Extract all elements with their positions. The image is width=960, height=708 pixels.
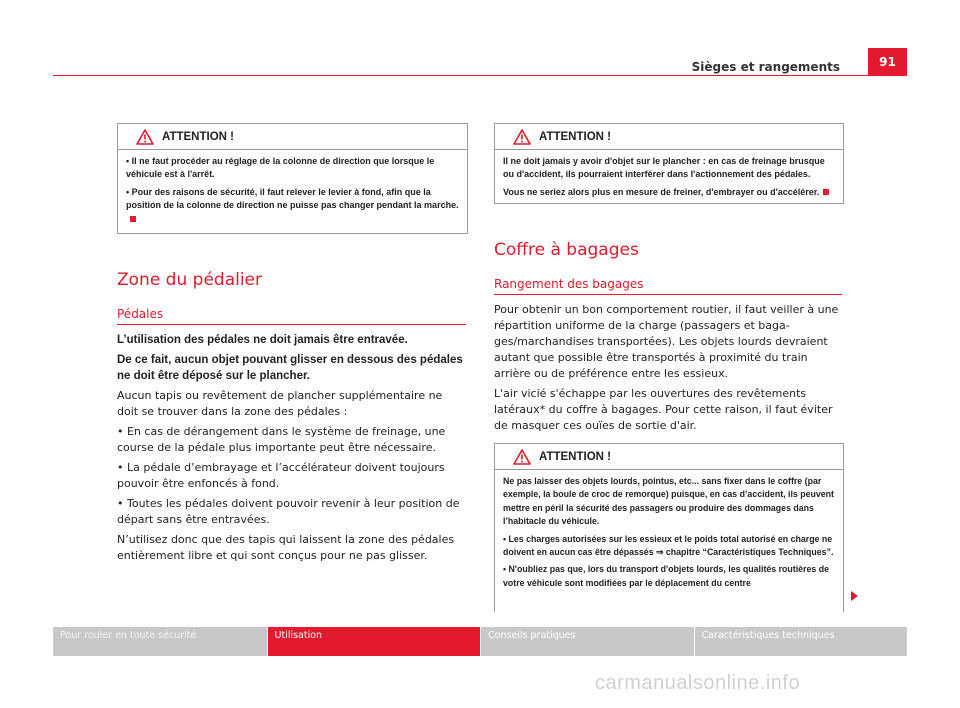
warning-title: ATTENTION ! bbox=[539, 450, 611, 463]
warning-triangle-icon bbox=[513, 449, 531, 465]
end-marker-icon bbox=[823, 189, 829, 195]
footer-nav bbox=[53, 627, 907, 656]
warning-header bbox=[118, 124, 467, 150]
paragraph: N’utilisez donc que des tapis qui laissent la zone des pédales entièrement libre et qui sont conçus pour ne pas glisser. bbox=[117, 533, 455, 562]
warning-box-floor-objects bbox=[494, 123, 844, 204]
paragraph: • Toutes les pédales doivent pouvoir revenir à leur position de départ sans être entravées. bbox=[117, 497, 460, 526]
warning-box-heavy-objects bbox=[494, 443, 844, 612]
bold-paragraph: L’utilisation des pédales ne doit jamais être entravée. bbox=[117, 334, 408, 346]
luggage-text bbox=[494, 302, 842, 438]
tab-practical-tips[interactable]: Conseils pratiques bbox=[480, 627, 694, 656]
paragraph: L'air vicié s'échappe par les ouvertures des revêtements latéraux* du coffre à bagages. Pour cette raison, il faut éviter de masquer ces ouïes de sortie d'air. bbox=[494, 387, 833, 432]
warning-body bbox=[495, 150, 843, 205]
subsection-title-storage: Rangement des bagages bbox=[494, 277, 842, 295]
page-number: 91 bbox=[868, 48, 907, 76]
tab-safety[interactable]: Pour rouler en toute sécurité bbox=[53, 627, 267, 656]
warning-item: • Les charges autorisées sur les essieux et le poids total autorisé en charge ne doivent en aucun cas être dépassés ⇒ chapitre “Caractéristiques Techniques”. bbox=[503, 533, 834, 558]
tab-technical-specs[interactable]: Caractéristiques techniques bbox=[694, 627, 908, 656]
warning-title: ATTENTION ! bbox=[162, 130, 234, 143]
warning-item: Vous ne seriez alors plus en mesure de freiner, d'embrayer ou d'accélérer. bbox=[503, 186, 835, 199]
warning-box-steering bbox=[117, 123, 468, 234]
pedals-text bbox=[117, 332, 466, 568]
header-rule bbox=[53, 75, 907, 76]
bold-paragraph: De ce fait, aucun objet pouvant glisser en dessous des pédales ne doit être déposé sur le plancher. bbox=[117, 354, 463, 382]
warning-item: Il ne doit jamais y avoir d'objet sur le plancher : en cas de freinage brusque ou d'accident, ils pourraient interférer dans l'actionnement des pédales. bbox=[503, 156, 825, 180]
section-title-luggage: Coffre à bagages bbox=[494, 240, 639, 260]
warning-header bbox=[495, 124, 843, 150]
continue-arrow-icon bbox=[851, 591, 858, 601]
watermark: carmanualsonline.info bbox=[595, 672, 801, 694]
warning-title: ATTENTION ! bbox=[539, 130, 611, 143]
warning-triangle-icon bbox=[513, 129, 531, 145]
paragraph: • En cas de dérangement dans le système de freinage, une course de la pédale plus importante peut être nécessaire. bbox=[117, 425, 446, 454]
warning-item: • Pour des raisons de sécurité, il faut relever le levier à fond, afin que la position de la colonne de direction ne puisse pas changer pendant la marche. bbox=[126, 186, 459, 226]
running-header-title: Sièges et rangements bbox=[691, 60, 840, 74]
paragraph: • La pédale d’embrayage et l’accélérateur doivent toujours pouvoir être enfoncés à fond. bbox=[117, 461, 445, 490]
section-title-pedal-zone: Zone du pédalier bbox=[117, 270, 263, 290]
paragraph: Aucun tapis ou revêtement de plancher supplémentaire ne doit se trouver dans la zone des pédales : bbox=[117, 389, 443, 418]
paragraph: Pour obtenir un bon comportement routier, il faut veiller à une répartition uniforme de la charge (passagers et baga-ges/marchandises transportées). Les objets lourds devraient autant que possible être transportés à proximité du train arrière ou de préférence entre les essieux. bbox=[494, 303, 839, 380]
warning-item: • N'oubliez pas que, lors du transport d'objets lourds, les qualités routières de votre véhicule sont modifiées par le déplacement du centre bbox=[503, 564, 829, 588]
warning-item: Ne pas laisser des objets lourds, pointus, etc... sans fixer dans le coffre (par exemple, la boule de croc de remorque) puisque, en cas d’accident, ils peuvent mettre en péril la sécurité des passagers ou produire des dommages dans l’habitacle du véhicule. bbox=[503, 476, 834, 527]
warning-body bbox=[495, 470, 843, 596]
tab-usage[interactable]: Utilisation bbox=[267, 627, 481, 656]
ref-arrow: ⇒ bbox=[656, 547, 664, 558]
warning-body bbox=[118, 150, 467, 232]
warning-triangle-icon bbox=[136, 129, 154, 145]
end-marker-icon bbox=[130, 216, 136, 222]
warning-header bbox=[495, 444, 843, 470]
warning-item: • Il ne faut procéder au réglage de la colonne de direction que lorsque le véhicule est à l'arrêt. bbox=[126, 156, 435, 180]
subsection-title-pedals: Pédales bbox=[117, 307, 466, 325]
chapter-link[interactable]: chapitre “Caractéristiques Techniques”. bbox=[665, 547, 834, 558]
